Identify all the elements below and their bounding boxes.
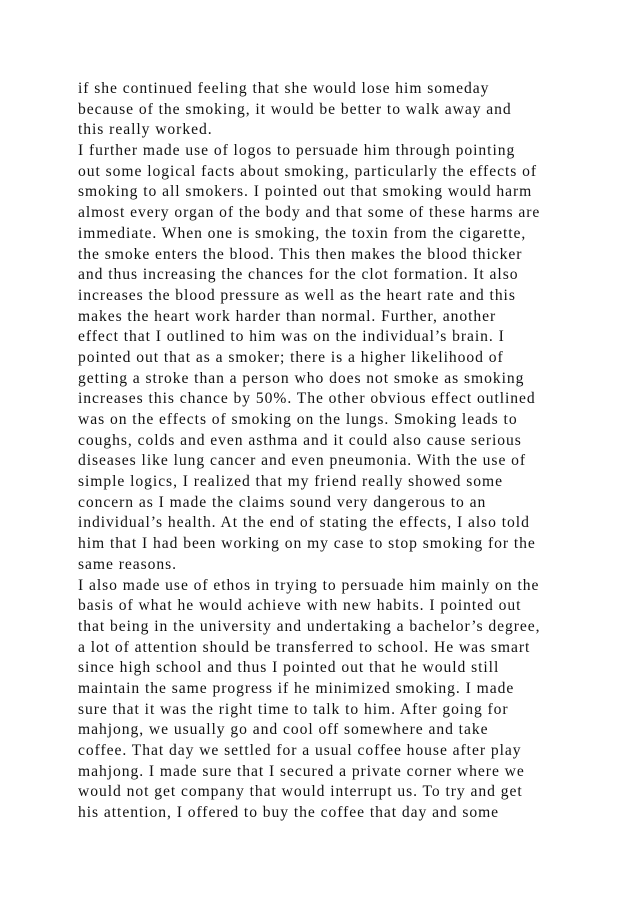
text-line: coughs, colds and even asthma and it could also cause serious	[78, 431, 522, 449]
text-line: effect that I outlined to him was on the individual’s brain. I	[78, 328, 505, 346]
text-line: same reasons.	[78, 555, 177, 573]
text-line: a lot of attention should be transferred to school. He was smart	[78, 638, 531, 656]
text-line: increases the blood pressure as well as the heart rate and this	[78, 286, 516, 304]
text-line: if she continued feeling that she would lose him someday	[78, 80, 490, 97]
text-line: smoking to all smokers. I pointed out that smoking would harm	[78, 183, 533, 201]
text-line: was on the effects of smoking on the lungs. Smoking leads to	[78, 411, 518, 428]
text-line: pointed out that as a smoker; there is a higher likelihood of	[78, 348, 504, 366]
text-line: I further made use of logos to persuade him through pointing	[78, 142, 516, 160]
text-line: mahjong, we usually go and cool off somewhere and take	[78, 721, 489, 739]
text-line: maintain the same progress if he minimized smoking. I made	[78, 679, 515, 697]
text-line: his attention, I offered to buy the coffee that day and some	[78, 804, 500, 822]
text-line: that being in the university and undertaking a bachelor’s degree,	[78, 617, 541, 635]
text-line: individual’s health. At the end of stating the effects, I also told	[78, 514, 530, 532]
text-line: immediate. When one is smoking, the toxin from the cigarette,	[78, 224, 527, 242]
text-line: concern as I made the claims sound very dangerous to an	[78, 493, 487, 511]
text-line: diseases like lung cancer and even pneumonia. With the use of	[78, 452, 527, 470]
text-line: and thus increasing the chances for the clot formation. It also	[78, 266, 519, 284]
text-line: I also made use of ethos in trying to persuade him mainly on the	[78, 576, 540, 594]
text-line: this really worked.	[78, 121, 213, 139]
text-line: because of the smoking, it would be better to walk away and	[78, 100, 512, 118]
text-line: getting a stroke than a person who does not smoke as smoking	[78, 369, 525, 387]
text-line: since high school and thus I pointed out that he would still	[78, 659, 500, 677]
text-line: sure that it was the right time to talk to him. After going for	[78, 700, 509, 718]
text-line: mahjong. I made sure that I secured a private corner where we	[78, 762, 525, 780]
text-line: simple logics, I realized that my friend really showed some	[78, 473, 503, 491]
text-line: the smoke enters the blood. This then makes the blood thicker	[78, 245, 523, 263]
text-line: makes the heart work harder than normal. Further, another	[78, 307, 497, 325]
text-line: would not get company that would interrupt us. To try and get	[78, 783, 523, 801]
text-line: increases this chance by 50%. The other obvious effect outlined	[78, 390, 536, 408]
text-line: almost every organ of the body and that some of these harms are	[78, 204, 541, 222]
body-text	[78, 79, 618, 824]
text-line: out some logical facts about smoking, particularly the effects of	[78, 162, 537, 180]
text-line: basis of what he would achieve with new habits. I pointed out	[78, 597, 522, 615]
text-line: coffee. That day we settled for a usual coffee house after play	[78, 742, 522, 759]
text-line: him that I had been working on my case to stop smoking for the	[78, 535, 536, 553]
